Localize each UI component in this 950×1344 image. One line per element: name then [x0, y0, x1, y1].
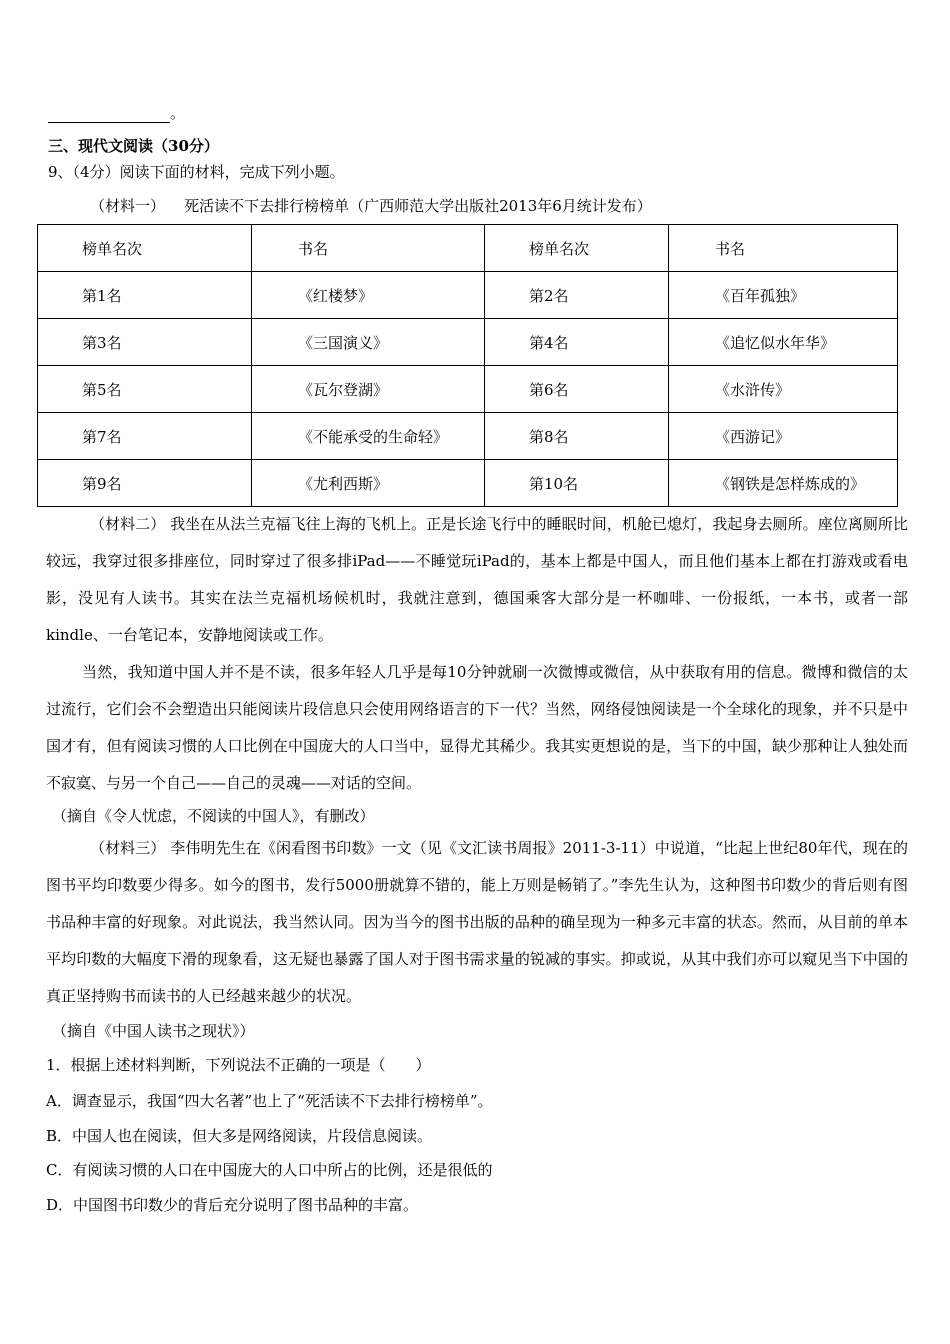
option-c: C．有阅读习惯的人口在中国庞大的人口中所占的比例，还是很低的	[46, 1161, 493, 1179]
table-row	[38, 272, 898, 319]
rank-cell: 第8名	[529, 427, 569, 446]
material2-paragraph-1: （材料二） 我坐在从法兰克福飞往上海的飞机上。正是长途飞行中的睡眠时间，机舱已熄灯，我起身去厕所。座位离厕所比较远，我穿过很多排座位，同时穿过了很多排iPad——不睡觉玩iPad的，基本上都是中国人，而且他们基本上都在打游戏或看电影，没见有人读书。其实在法兰克福机场候机时，我就注意到，德国乘客大部分是一杯咖啡、一份报纸，一本书，或者一部kindle、一台笔记本，安静地阅读或工作。	[46, 515, 908, 644]
book-cell: 《钢铁是怎样炼成的》	[715, 474, 866, 493]
book-cell: 《红楼梦》	[298, 286, 374, 305]
rank-cell: 第5名	[82, 380, 122, 399]
rank-cell: 第9名	[82, 474, 122, 493]
question-intro: 9、（4分）阅读下面的材料，完成下列小题。	[48, 163, 345, 181]
book-cell: 《追忆似水年华》	[715, 333, 836, 352]
book-cell: 《不能承受的生命轻》	[298, 427, 449, 446]
header-title: 书名	[715, 239, 746, 258]
material1-caption: （材料一） 死活读不下去排行榜榜单（广西师范大学出版社2013年6月统计发布）	[90, 197, 652, 215]
header-rank: 榜单名次	[82, 239, 143, 258]
material3-source: （摘自《中国人读书之现状》）	[52, 1022, 255, 1040]
table-row	[38, 460, 898, 507]
book-cell: 《水浒传》	[715, 380, 791, 399]
book-cell: 《瓦尔登湖》	[298, 380, 389, 399]
material2-source: （摘自《令人忧虑，不阅读的中国人》，有删改）	[52, 807, 375, 825]
rank-cell: 第3名	[82, 333, 122, 352]
section-heading: 三、现代文阅读（30分）	[48, 137, 219, 155]
material3-paragraph: （材料三） 李伟明先生在《闲看图书印数》一文（见《文汇读书周报》2011-3-11）中说道，“比起上世纪80年代，现在的图书平均印数要少得多。如今的图书，发行5000册就算不错的，能上万则是畅销了。”李先生认为，这种图书印数少的背后则有图书品种丰富的好现象。对此说法，我当然认同。因为当今的图书出版的品种的确呈现为一种多元丰富的状态。然而，从目前的单本平均印数的大幅度下滑的现象看，这无疑也暴露了国人对于图书需求量的锐减的事实。抑或说，从其中我们亦可以窥见当下中国的真正坚持购书而读书的人已经越来越少的状况。	[46, 839, 908, 1005]
rank-cell: 第10名	[529, 474, 579, 493]
option-d: D．中国图书印数少的背后充分说明了图书品种的丰富。	[46, 1196, 419, 1214]
option-b: B．中国人也在阅读，但大多是网络阅读，片段信息阅读。	[46, 1127, 433, 1145]
header-title: 书名	[298, 239, 329, 258]
table-row	[38, 319, 898, 366]
rank-cell: 第7名	[82, 427, 122, 446]
book-cell: 《百年孤独》	[715, 286, 806, 305]
book-cell: 《三国演义》	[298, 333, 389, 352]
rank-cell: 第1名	[82, 286, 122, 305]
rank-cell: 第2名	[529, 286, 569, 305]
ranking-table	[37, 224, 898, 507]
table-row	[38, 413, 898, 460]
book-cell: 《尤利西斯》	[298, 474, 389, 493]
material2-paragraph-2: 当然，我知道中国人并不是不读，很多年轻人几乎是每10分钟就刷一次微博或微信，从中获取有用的信息。微博和微信的太过流行，它们会不会塑造出只能阅读片段信息只会使用网络语言的下一代？当然，网络侵蚀阅读是一个全球化的现象，并不只是中国才有，但有阅读习惯的人口比例在中国庞大的人口当中，显得尤其稀少。我其实更想说的是，当下的中国，缺少那种让人独处而不寂寞、与另一个自己——自己的灵魂——对话的空间。	[46, 663, 908, 792]
answer-blank	[48, 102, 185, 123]
rank-cell: 第4名	[529, 333, 569, 352]
blank-underline	[48, 108, 170, 123]
table-header-row	[38, 225, 898, 272]
blank-period: 。	[170, 104, 186, 122]
header-rank: 榜单名次	[529, 239, 590, 258]
option-a: A．调查显示，我国“四大名著”也上了“死活读不下去排行榜榜单”。	[46, 1092, 493, 1110]
table-row	[38, 366, 898, 413]
question-stem: 1．根据上述材料判断，下列说法不正确的一项是（ ）	[46, 1056, 431, 1074]
book-cell: 《西游记》	[715, 427, 791, 446]
rank-cell: 第6名	[529, 380, 569, 399]
